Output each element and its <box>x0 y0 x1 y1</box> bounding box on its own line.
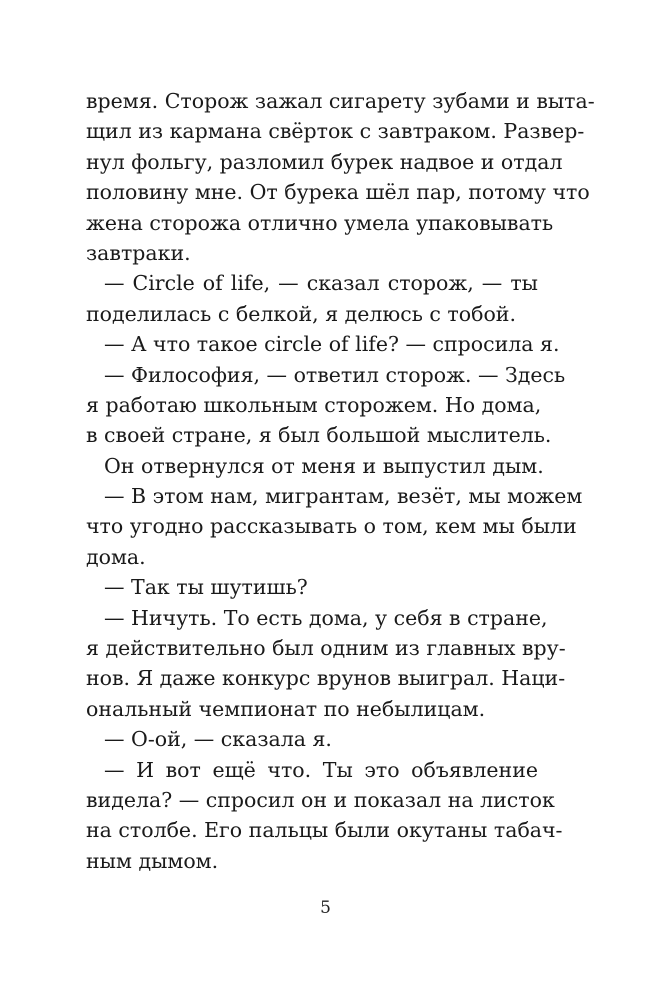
book-page-text <box>86 86 595 876</box>
text-line: — Так ты шутишь? <box>104 575 308 600</box>
text-line: время. Сторож зажал сигарету зубами и выта- <box>86 89 595 113</box>
text-line: завтраки. <box>86 240 191 265</box>
text-line: щил из кармана свёрток с завтраком. Развер- <box>86 119 585 144</box>
text-line: половину мне. От бурека шёл пар, потому что <box>86 180 590 205</box>
text-line: — Ничуть. То есть дома, у себя в стране, <box>104 605 548 630</box>
text-line: на столбе. Его пальцы были окутаны табач- <box>86 818 563 843</box>
text-line: дома. <box>86 544 146 569</box>
text-line: я работаю школьным сторожем. Но дома, <box>86 392 542 417</box>
text-line: — И вот ещё что. Ты это объявление <box>104 757 538 782</box>
text-line: нул фольгу, разломил бурек надвое и отдал <box>86 149 563 174</box>
text-line: — Философия, — ответил сторож. — Здесь <box>104 362 566 387</box>
text-line: поделилась с белкой, я делюсь с тобой. <box>86 301 516 326</box>
text-line: видела? — спросил он и показал на листок <box>86 787 555 812</box>
text-line: ным дымом. <box>86 848 219 873</box>
text-line: в своей стране, я был большой мыслитель. <box>86 423 552 448</box>
text-line: что угодно рассказывать о том, кем мы были <box>86 514 577 539</box>
text-line: Он отвернулся от меня и выпустил дым. <box>104 453 544 478</box>
text-line: — А что такое circle of life? — спросила я. <box>104 332 560 357</box>
text-line: — Circle of life, — сказал сторож, — ты <box>104 271 538 296</box>
page-number: 5 <box>320 898 331 918</box>
text-line: — О-ой, — сказала я. <box>104 727 332 752</box>
text-line: ональный чемпионат по небылицам. <box>86 696 486 721</box>
text-line: я действительно был одним из главных вру- <box>86 636 566 661</box>
text-line: нов. Я даже конкурс врунов выиграл. Наци- <box>86 666 566 691</box>
text-line: жена сторожа отлично умела упаковывать <box>86 210 554 235</box>
text-line: — В этом нам, мигрантам, везёт, мы можем <box>104 484 583 509</box>
